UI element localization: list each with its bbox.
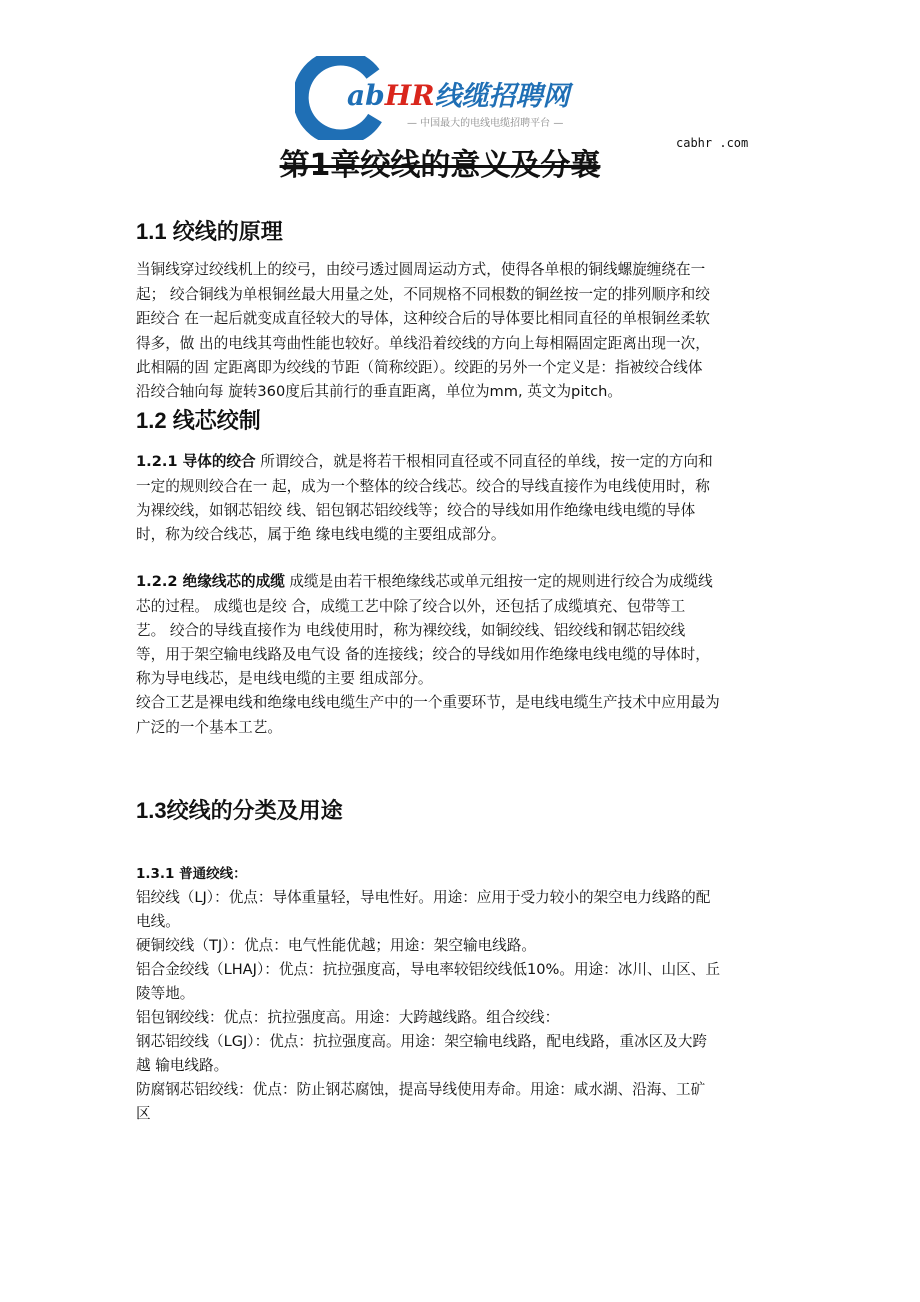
heading-1-1: 1.1 绞线的原理 (136, 219, 283, 244)
list-item: 硬铜绞线（TJ）：优点：电气性能优越；用途：架空输电线路。 (136, 937, 536, 954)
subheading-1-2-2: 1.2.2 绝缘线芯的成缆 (136, 573, 285, 590)
paragraph-line: 时，称为绞合线芯，属于绝 缘电线电缆的主要组成部分。 (136, 526, 506, 543)
paragraph-line: 广泛的一个基本工艺。 (136, 719, 282, 736)
paragraph-line: 等，用于架空输电线路及电气设 备的连接线；绞合的导线如用作绝缘电线电缆的导体时， (136, 646, 710, 663)
paragraph-line: 起； 绞合铜线为单根铜丝最大用量之处，不同规格不同根数的铜丝按一定的排列顺序和绞 (136, 286, 710, 303)
site-url: cabhr .com (676, 136, 749, 150)
heading-1-2: 1.2 线芯绞制 (136, 408, 261, 433)
paragraph-line (136, 452, 713, 472)
heading-1-3: 1.3绞线的分类及用途 (136, 798, 343, 823)
chapter-title: 第1章绞线的意义及分襄 (279, 148, 601, 183)
paragraph-line: 艺。 绞合的导线直接作为 电线使用时，称为裸绞线，如铜绞线、铝绞线和钢芯铝绞线 (136, 622, 686, 639)
list-item: 防腐钢芯铝绞线：优点：防止钢芯腐蚀，提高导线使用寿命。用途：咸水湖、沿海、工矿 (136, 1081, 706, 1098)
subheading-1-2-1: 1.2.1 导体的绞合 (136, 453, 256, 470)
paragraph-line: 绞合工艺是裸电线和绝缘电线电缆生产中的一个重要环节，是电线电缆生产技术中应用最为 (136, 694, 720, 711)
paragraph-line: 芯的过程。 成缆也是绞 合，成缆工艺中除了绞合以外，还包括了成缆填充、包带等工 (136, 598, 686, 615)
subheading-1-3-1: 1.3.1 普通绞线： (136, 866, 247, 882)
list-item: 陵等地。 (136, 985, 195, 1002)
paragraph-line: 得多，做 出的电线其弯曲性能也较好。单线沿着绞线的方向上每相隔固定距离出现一次， (136, 335, 710, 352)
list-item: 越 输电线路。 (136, 1057, 229, 1074)
paragraph-line: 距绞合 在一起后就变成直径较大的导体，这种绞合后的导体要比相同直径的单根铜丝柔软 (136, 310, 710, 327)
list-item: 钢芯铝绞线（LGJ）：优点：抗拉强度高。用途：架空输电线路，配电线路，重冰区及大跨 (136, 1033, 708, 1050)
paragraph-line: 一定的规则绞合在一 起，成为一个整体的绞合线芯。绞合的导线直接作为电线使用时，称 (136, 478, 710, 495)
paragraph-line: 此相隔的固 定距离即为绞线的节距（简称绞距）。绞距的另外一个定义是：指被绞合线体 (136, 359, 703, 376)
paragraph-line: 当铜线穿过绞线机上的绞弓，由绞弓透过圆周运动方式，使得各单根的铜线螺旋缠绕在一 (136, 261, 706, 278)
list-item: 铝绞线（LJ）：优点：导体重量轻，导电性好。用途：应用于受力较小的架空电力线路的配 (136, 889, 711, 906)
paragraph-text: 成缆是由若干根绝缘线芯或单元组按一定的规则进行绞合为成缆线 (284, 573, 713, 590)
list-item: 铝合金绞线（LHAJ）：优点：抗拉强度高，导电率较铝绞线低10%。用途：冰川、山区、丘 (136, 961, 720, 978)
list-item: 电线。 (136, 913, 180, 930)
logo-text-ab: ab (347, 79, 385, 112)
logo-text-hr: HR (384, 79, 435, 112)
paragraph-line (136, 572, 713, 592)
list-item: 铝包钢绞线：优点：抗拉强度高。用途：大跨越线路。组合绞线： (136, 1009, 560, 1026)
logo-text-cn: 线缆招聘网 (434, 81, 570, 112)
logo-tagline: — 中国最大的电线电缆招聘平台 — (407, 118, 564, 129)
paragraph-text: 所谓绞合，就是将若干根相同直径或不同直径的单线，按一定的方向和 (255, 453, 713, 470)
paragraph-line: 沿绞合轴向每 旋转360度后其前行的垂直距离，单位为mm, 英文为pitch。 (136, 383, 622, 400)
list-item: 区 (136, 1105, 151, 1122)
paragraph-line: 称为导电线芯，是电线电缆的主要 组成部分。 (136, 670, 433, 687)
cabhr-logo (295, 56, 595, 140)
paragraph-line: 为裸绞线，如钢芯铝绞 线、铝包钢芯铝绞线等；绞合的导线如用作绝缘电线电缆的导体 (136, 502, 696, 519)
